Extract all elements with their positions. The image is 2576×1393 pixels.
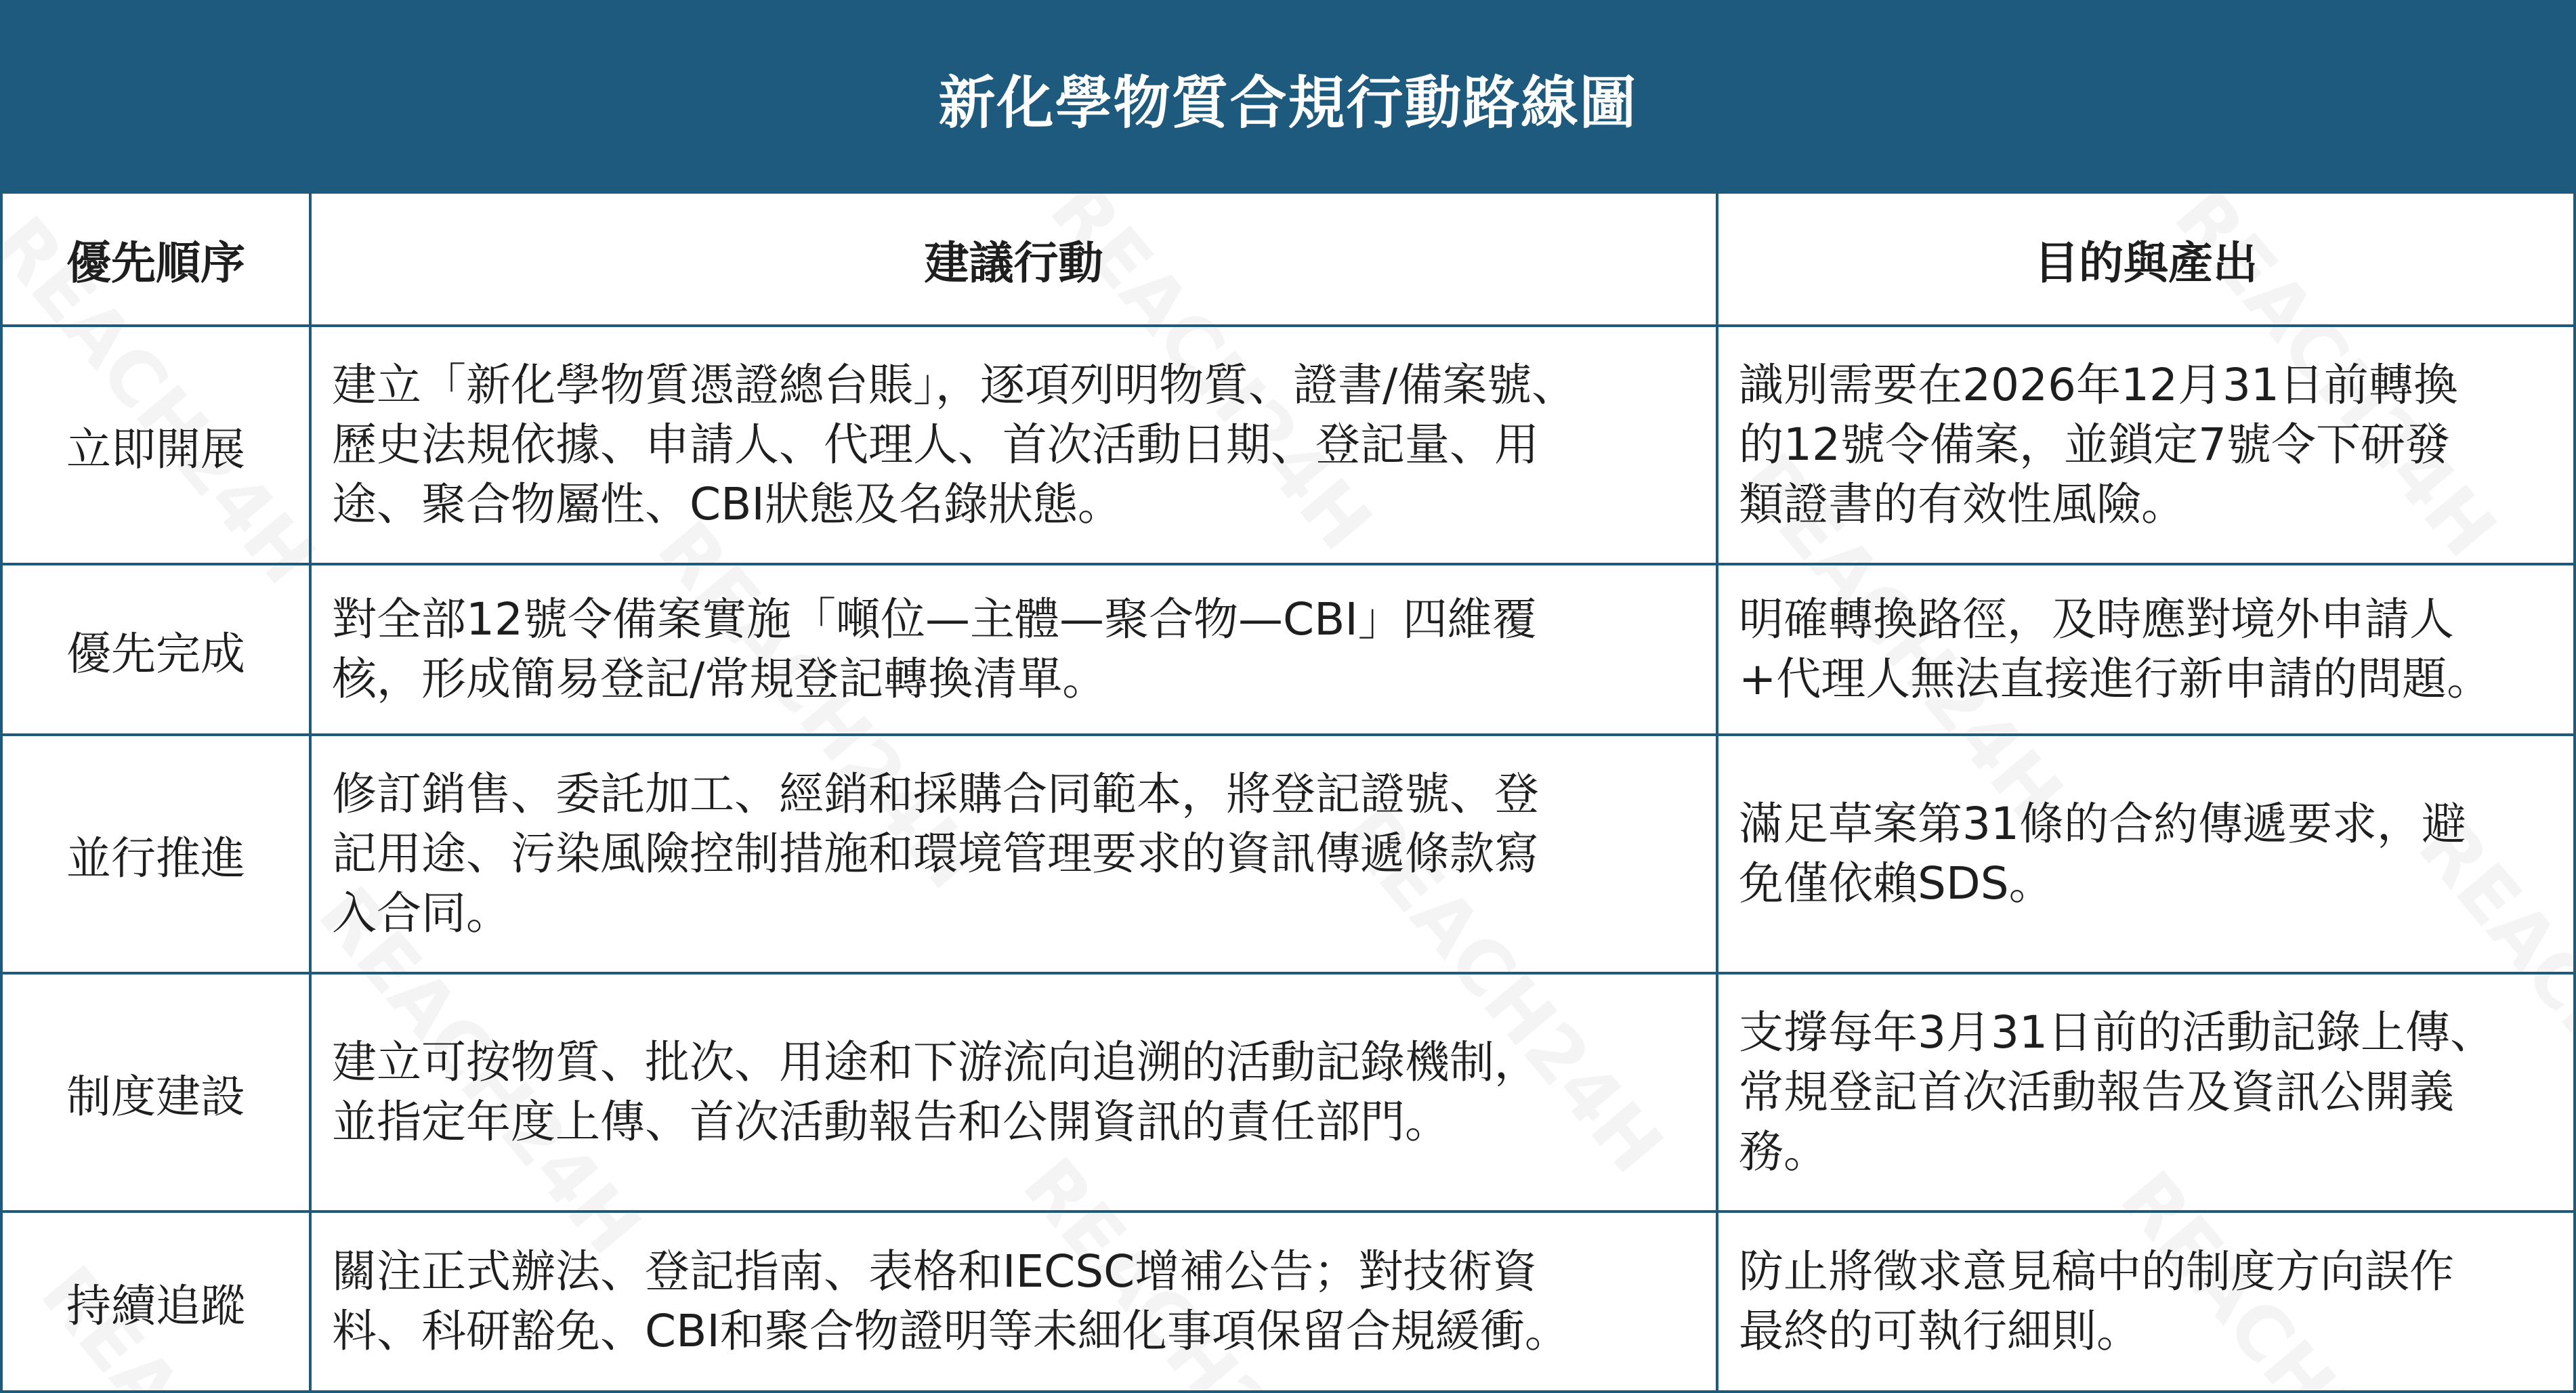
text-line: 歷史法規依據、申請人、代理人、首次活動日期、登記量、用: [332, 419, 1539, 471]
text-line: 常規登記首次活動報告及資訊公開義: [1739, 1066, 2454, 1118]
purpose-text: [1739, 356, 2458, 534]
priority-cell: 立即開展: [3, 327, 312, 565]
action-cell: [312, 1213, 1718, 1390]
text-line: 核，形成簡易登記/常規登記轉換清單。: [332, 653, 1107, 705]
text-line: 料、科研豁免、CBI和聚合物證明等未細化事項保留合規緩衝。: [332, 1305, 1569, 1357]
priority-cell: 優先完成: [3, 565, 312, 736]
text-line: 修訂銷售、委託加工、經銷和採購合同範本，將登記證號、登: [332, 768, 1539, 820]
text-line: 建立可按物質、批次、用途和下游流向追溯的活動記錄機制，: [332, 1036, 1539, 1088]
text-line: 免僅依賴SDS。: [1739, 857, 2054, 909]
action-text: [332, 356, 1576, 534]
text-line: 並指定年度上傳、首次活動報告和公開資訊的責任部門。: [332, 1096, 1450, 1148]
action-text: [332, 1242, 1569, 1361]
text-line: 識別需要在2026年12月31日前轉換: [1739, 359, 2458, 411]
purpose-cell: [1718, 327, 2573, 565]
priority-cell: 並行推進: [3, 736, 312, 974]
text-line: 建立「新化學物質憑證總台賬」，逐項列明物質、證書/備案號、: [332, 359, 1577, 411]
priority-cell: 制度建設: [3, 974, 312, 1213]
text-line: 類證書的有效性風險。: [1739, 478, 2186, 530]
purpose-text: [1739, 1242, 2454, 1361]
text-line: 防止將徵求意見稿中的制度方向誤作: [1739, 1245, 2454, 1298]
purpose-text: [1739, 794, 2466, 914]
text-line: 途、聚合物屬性、CBI狀態及名錄狀態。: [332, 478, 1122, 530]
action-cell: [312, 565, 1718, 736]
text-line: 記用途、污染風險控制措施和環境管理要求的資訊傳遞條款寫: [332, 828, 1539, 880]
action-text: [332, 590, 1537, 709]
text-line: 關注正式辦法、登記指南、表格和IECSC增補公告；對技術資: [332, 1245, 1538, 1298]
text-line: 的12號令備案，並鎖定7號令下研發: [1739, 419, 2450, 471]
text-line: 滿足草案第31條的合約傳遞要求，避: [1739, 798, 2466, 850]
action-cell: [312, 327, 1718, 565]
text-line: +代理人無法直接進行新申請的問題。: [1739, 653, 2492, 705]
purpose-cell: [1718, 736, 2573, 974]
purpose-text: [1739, 590, 2491, 709]
action-cell: [312, 974, 1718, 1213]
header-action: 建議行動: [312, 194, 1718, 327]
action-cell: [312, 736, 1718, 974]
action-text: [332, 1033, 1539, 1152]
text-line: 明確轉換路徑，及時應對境外申請人: [1739, 593, 2454, 645]
priority-cell: 持續追蹤: [3, 1213, 312, 1390]
purpose-cell: [1718, 565, 2573, 736]
header-purpose: 目的與產出: [1718, 194, 2573, 327]
text-line: 對全部12號令備案實施「噸位—主體—聚合物—CBI」四維覆: [332, 593, 1537, 645]
text-line: 支撐每年3月31日前的活動記錄上傳、: [1739, 1006, 2495, 1058]
header-priority: 優先順序: [3, 194, 312, 327]
action-text: [332, 765, 1539, 943]
text-line: 務。: [1739, 1126, 1828, 1178]
roadmap-table: [3, 194, 2573, 1390]
title-bar: [3, 3, 2573, 194]
text-line: 最終的可執行細則。: [1739, 1305, 2141, 1357]
purpose-cell: [1718, 1213, 2573, 1390]
purpose-text: [1739, 1003, 2495, 1182]
text-line: 入合同。: [332, 887, 511, 939]
table-title: 新化學物質合規行動路線圖: [938, 69, 1638, 136]
purpose-cell: [1718, 974, 2573, 1213]
